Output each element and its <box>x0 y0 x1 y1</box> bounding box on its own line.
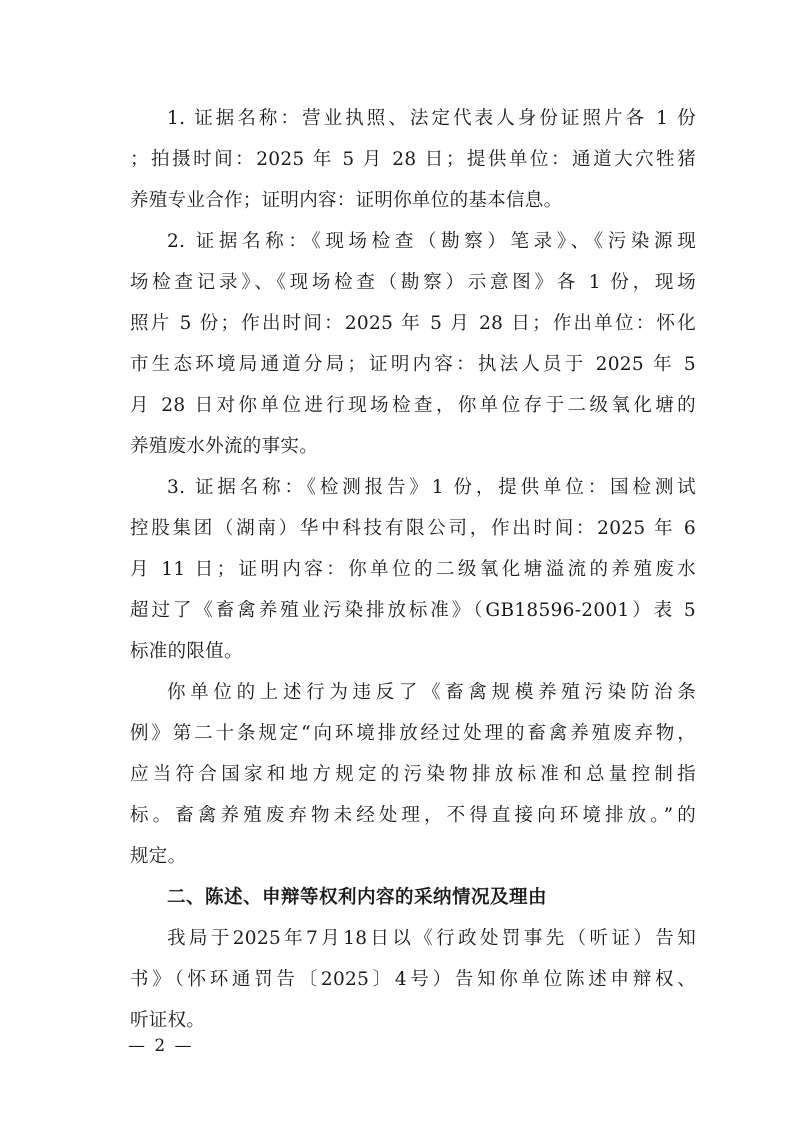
text-line: ；拍摄时间：2025 年 5 月 28 日；提供单位：通道大穴牲猪 <box>130 149 696 170</box>
evidence-paragraph-2 <box>130 221 696 467</box>
text-line: 书》（怀环通罚告〔2025〕4号）告知你单位陈述申辩权、 <box>130 969 696 990</box>
text-line: 养殖废水外流的事实。 <box>130 436 319 457</box>
text-line: 控股集团（湖南）华中科技有限公司，作出时间：2025 年 6 <box>130 518 696 539</box>
text-line: 市生态环境局通道分局；证明内容：执法人员于 2025 年 5 <box>130 354 696 375</box>
text-line: 养殖专业合作；证明内容：证明你单位的基本信息。 <box>130 190 563 211</box>
text-line: 照片 5 份；作出时间：2025 年 5 月 28 日；作出单位：怀化 <box>130 313 696 334</box>
text-line: 你单位的上述行为违反了《畜禽规模养殖污染防治条 <box>167 682 696 703</box>
text-line: 月 11 日；证明内容：你单位的二级氧化塘溢流的养殖废水 <box>130 559 696 580</box>
section-heading: 二、陈述、申辩等权利内容的采纳情况及理由 <box>167 887 548 908</box>
text-line: 规定。 <box>130 846 187 867</box>
page-number: — 2 — <box>128 1036 194 1056</box>
text-line: 标。畜禽养殖废弃物未经处理，不得直接向环境排放。”的 <box>130 805 696 826</box>
evidence-paragraph-1 <box>130 98 696 221</box>
text-line: 1. 证据名称：营业执照、法定代表人身份证照片各 1 份 <box>167 108 696 129</box>
document-body <box>130 98 696 1041</box>
text-line: 例》第二十条规定“向环境排放经过处理的畜禽养殖废弃物， <box>130 723 696 744</box>
text-line: 超过了《畜禽养殖业污染排放标准》（GB18596-2001）表 5 <box>130 600 696 621</box>
text-line: 标准的限值。 <box>130 641 243 662</box>
text-line: 场检查记录》、《现场检查（勘察）示意图》各 1 份，现场 <box>130 272 696 293</box>
text-line: 我局于2025年7月18日以《行政处罚事先（听证）告知 <box>167 928 696 949</box>
text-line: 3. 证据名称：《检测报告》1 份，提供单位：国检测试 <box>167 477 696 498</box>
text-line: 月 28 日对你单位进行现场检查，你单位存于二级氧化塘的 <box>130 395 696 416</box>
violation-paragraph <box>130 672 696 877</box>
text-line: 2. 证据名称：《现场检查（勘察）笔录》、《污染源现 <box>167 231 696 252</box>
notice-paragraph <box>130 918 696 1041</box>
text-line: 应当符合国家和地方规定的污染物排放标准和总量控制指 <box>130 764 696 785</box>
evidence-paragraph-3 <box>130 467 696 672</box>
text-line: 听证权。 <box>130 1010 206 1031</box>
